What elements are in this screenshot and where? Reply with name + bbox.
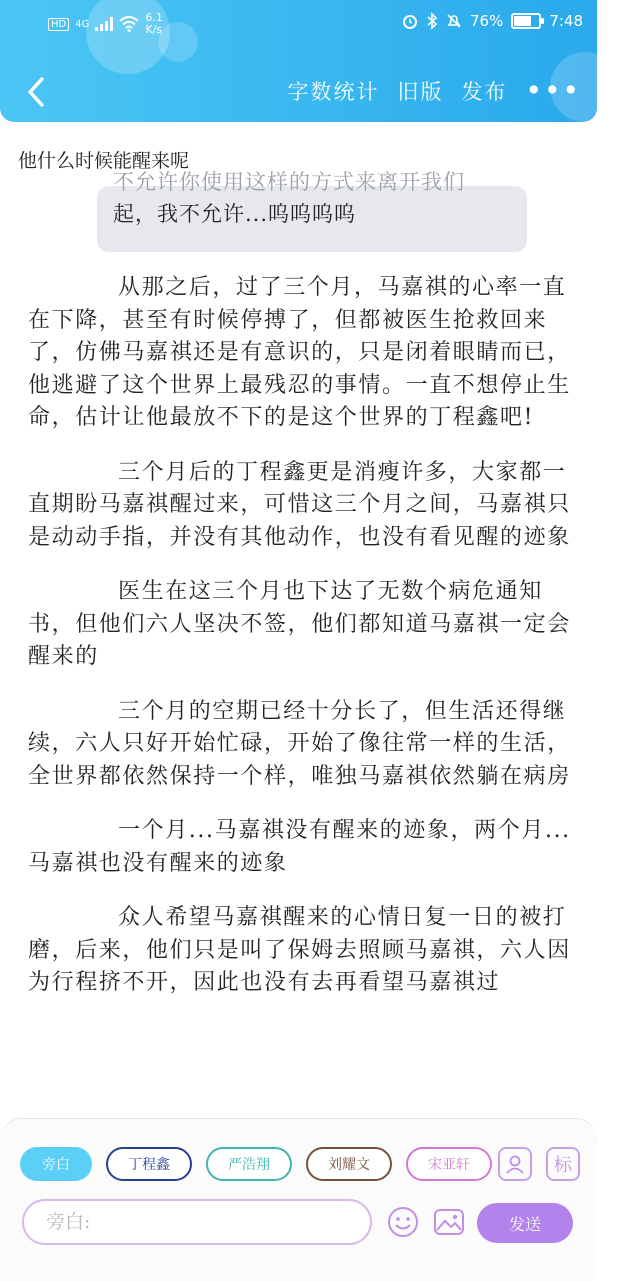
battery-icon — [511, 13, 541, 29]
more-button[interactable]: ••• — [525, 74, 581, 107]
dialogue-line-partial: 不允许你使用这样的方式来离开我们 — [113, 170, 465, 194]
role-selector — [20, 1147, 480, 1185]
wifi-icon — [119, 16, 139, 32]
dialogue-bubble[interactable] — [97, 170, 527, 252]
chapter-title[interactable]: 他什么时候能醒来呢 — [18, 150, 190, 172]
tag-button[interactable] — [546, 1147, 580, 1181]
battery-text: 76% — [469, 12, 504, 30]
publish-button[interactable]: 发布 — [461, 80, 508, 104]
tag-icon: 标 — [554, 1155, 572, 1176]
story-paragraph[interactable]: 三个月的空期已经十分长了，但生活还得继续，六人只好开始忙碌，开始了像往常一样的生活，全世界都依然保持一个样，唯独马嘉祺依然躺在病房 — [28, 698, 571, 789]
story-paragraph[interactable]: 医生在这三个月也下达了无数个病危通知书，但他们六人坚决不签，他们都知道马嘉祺一定会醒来的 — [28, 579, 571, 669]
hd-icon: HD — [48, 18, 69, 31]
role-chip[interactable]: 宋亚轩 — [406, 1147, 492, 1181]
title-bar — [0, 64, 597, 120]
story-paragraph[interactable]: 三个月后的丁程鑫更是消瘦许多，大家都一直期盼马嘉祺醒过来，可惜这三个月之间，马嘉祺只是动动手指，并没有其他动作，也没有看见醒的迹象 — [28, 459, 571, 550]
message-input[interactable]: 旁白: — [22, 1199, 372, 1245]
app-header — [0, 0, 597, 122]
role-chip[interactable]: 严浩翔 — [206, 1147, 292, 1181]
network-type: 4G — [75, 18, 90, 30]
bluetooth-icon — [426, 13, 438, 29]
story-paragraph[interactable]: 从那之后，过了三个月，马嘉祺的心率一直在下降，甚至有时候停搏了，但都被医生抢救回来了，仿佛马嘉祺还是有意识的，只是闭着眼睛而已，他逃避了这个世界上最残忍的事情。一直不想停止生命，估计让他最放不下的是这个世界的丁程鑫吧! — [28, 275, 571, 430]
dialogue-line: 起，我不允许...呜呜呜呜 — [113, 202, 357, 226]
clock: 7:48 — [549, 12, 583, 30]
story-paragraph[interactable]: 众人希望马嘉祺醒来的心情日复一日的被打磨，后来，他们只是叫了保姆去照顾马嘉祺，六人因为行程挤不开，因此也没有去再看望马嘉祺过 — [28, 905, 571, 995]
role-chip[interactable]: 丁程鑫 — [106, 1147, 192, 1181]
manage-roles-button[interactable] — [498, 1147, 532, 1181]
role-chip-narrator[interactable]: 旁白 — [20, 1147, 92, 1181]
status-bar — [0, 0, 597, 44]
emoji-icon[interactable] — [386, 1205, 420, 1239]
chevron-left-icon — [27, 77, 45, 107]
net-speed: 6.1 K/s — [145, 11, 163, 36]
word-count-button[interactable]: 字数统计 — [287, 80, 380, 104]
mute-icon — [446, 13, 462, 29]
story-paragraph[interactable]: 一个月...马嘉祺没有醒来的迹象，两个月...马嘉祺也没有醒来的迹象 — [28, 818, 571, 876]
story-editor[interactable] — [28, 272, 574, 1022]
back-button[interactable] — [18, 70, 54, 114]
role-chip[interactable]: 刘耀文 — [306, 1147, 392, 1181]
send-button[interactable]: 发送 — [477, 1203, 573, 1243]
alarm-icon — [402, 13, 418, 29]
person-icon — [504, 1153, 526, 1175]
old-version-button[interactable]: 旧版 — [397, 80, 444, 104]
signal-icon — [95, 17, 113, 31]
image-icon[interactable] — [432, 1205, 466, 1239]
composer-panel — [0, 1118, 597, 1281]
